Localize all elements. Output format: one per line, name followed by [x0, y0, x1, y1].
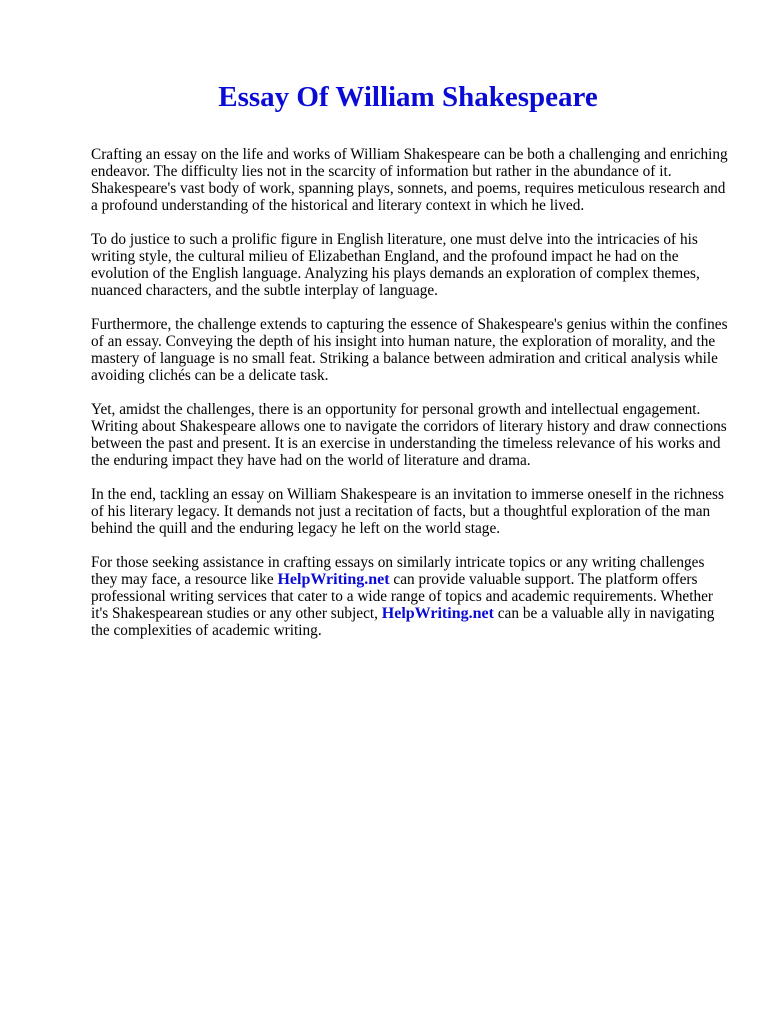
- paragraph-6-text-2: can provide valuable support. The platform offers professional writing services that cater to a wide range of topics and academic requirements. Whether it's Shakespearean studies or any other subject,: [91, 571, 713, 622]
- paragraph-2: To do justice to such a prolific figure in English literature, one must delve into the intricacies of his writing style, the cultural milieu of Elizabethan England, and the profound impact he had on the evolution of the English language. Analyzing his plays demands an exploration of complex themes, nuanced characters, and the subtle interplay of language.: [91, 231, 700, 299]
- paragraph-4: Yet, amidst the challenges, there is an opportunity for personal growth and intellectual engagement. Writing about Shakespeare allows one to navigate the corridors of literary history and draw connections between the past and present. It is an exercise in understanding the timeless relevance of his works and the enduring impact they have had on the world of literature and drama.: [91, 401, 727, 469]
- paragraph-3: Furthermore, the challenge extends to capturing the essence of Shakespeare's genius within the confines of an essay. Conveying the depth of his insight into human nature, the exploration of morality, and the mastery of language is no small feat. Striking a balance between admiration and critical analysis while avoiding clichés can be a delicate task.: [91, 316, 728, 384]
- helpwriting-link-1[interactable]: HelpWriting.net: [277, 571, 390, 588]
- helpwriting-link-2[interactable]: HelpWriting.net: [381, 605, 494, 622]
- paragraph-6: [91, 554, 731, 639]
- paragraph-6-text-1: For those seeking assistance in crafting essays on similarly intricate topics or any writing challenges they may face, a resource like: [91, 554, 705, 588]
- essay-body: [91, 146, 731, 656]
- paragraph-5: In the end, tackling an essay on William Shakespeare is an invitation to immerse oneself in the richness of his literary legacy. It demands not just a recitation of facts, but a thoughtful exploration of the man behind the quill and the enduring legacy he left on the world stage.: [91, 486, 724, 537]
- paragraph-1: Crafting an essay on the life and works of William Shakespeare can be both a challenging and enriching endeavor. The difficulty lies not in the scarcity of information but rather in the abundance of it. Shakespeare's vast body of work, spanning plays, sonnets, and poems, requires meticulous research and a profound understanding of the historical and literary context in which he lived.: [91, 146, 728, 214]
- page-title: Essay Of William Shakespeare: [218, 81, 598, 113]
- paragraph-6-text-3: can be a valuable ally in navigating the complexities of academic writing.: [91, 605, 715, 639]
